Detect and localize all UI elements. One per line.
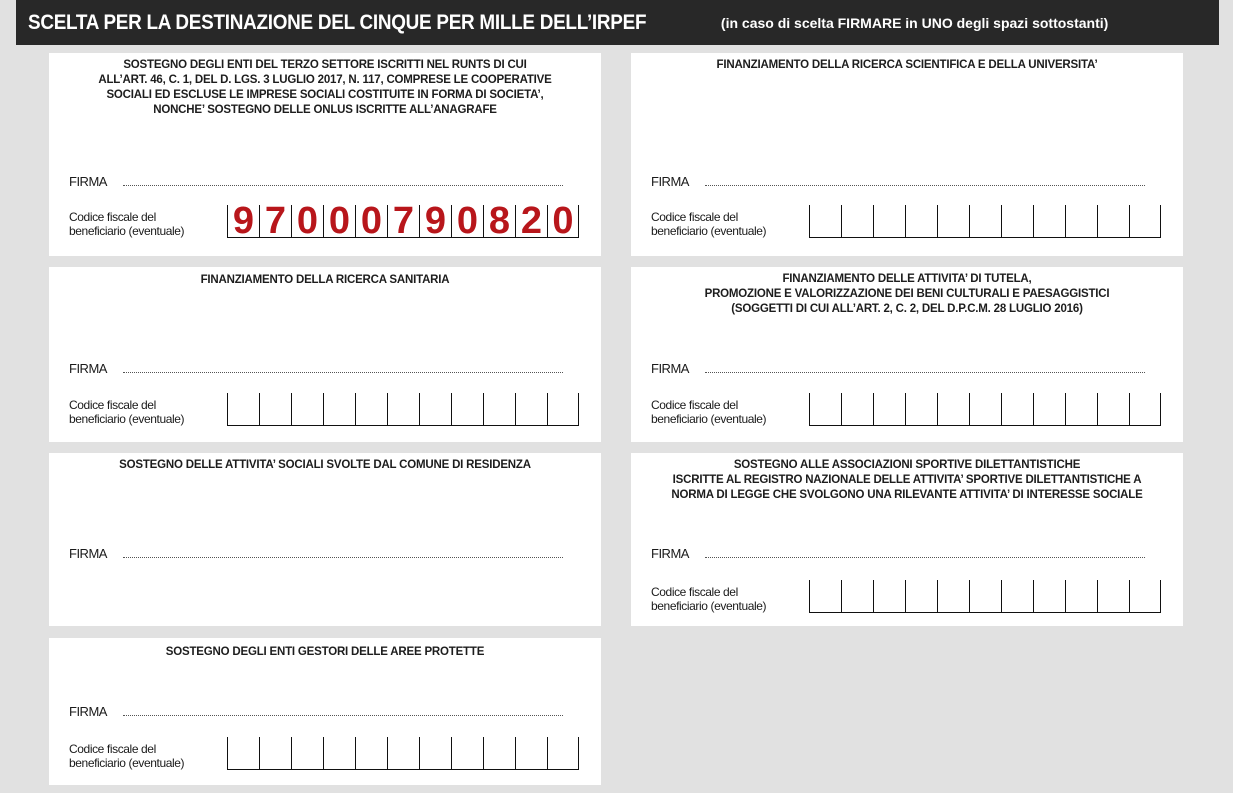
codice-fiscale-cell <box>387 393 419 425</box>
codice-fiscale-digit: 0 <box>552 200 574 242</box>
codice-fiscale-cell <box>227 737 259 769</box>
signature-field[interactable] <box>705 371 1145 373</box>
codice-fiscale-cell <box>387 200 419 242</box>
box-title: SOSTEGNO DEGLI ENTI DEL TERZO SETTORE ISCRITTI NEL RUNTS DI CUI ALL’ART. 46, C. 1, DEL D. LGS. 3 LUGLIO 2017, N. 117, COMPRESE LE COOPERATIVE SOCIALI ED ESCLUSE LE IMPRESE SOCIALI COSTITUITE IN FORMA DI SOCIETA’, NONCHE’ SOSTEGNO DELLE ONLUS ISCRITTE ALL’ANAGRAFE <box>98 59 552 116</box>
codice-fiscale-cell <box>483 200 515 242</box>
codice-fiscale-cell <box>451 737 483 769</box>
codice-fiscale-cell <box>451 393 483 425</box>
codice-fiscale-digit: 9 <box>232 200 255 242</box>
codice-fiscale-cell <box>323 393 355 425</box>
codice-fiscale-cell <box>969 393 1001 425</box>
codice-fiscale-label: Codice fiscale del beneficiario (eventuale) <box>651 398 767 426</box>
codice-fiscale-cell <box>483 393 515 425</box>
codice-fiscale-digit: 9 <box>424 200 447 242</box>
firma-label: FIRMA <box>69 704 107 719</box>
codice-fiscale-cell <box>547 737 579 769</box>
box-title: SOSTEGNO DEGLI ENTI GESTORI DELLE AREE PROTETTE <box>165 646 485 658</box>
codice-fiscale-cell <box>873 205 905 237</box>
codice-fiscale-digit: 0 <box>456 200 479 242</box>
codice-fiscale-cell <box>515 393 547 425</box>
codice-fiscale-cell <box>259 393 291 425</box>
codice-fiscale-cell <box>291 200 323 242</box>
codice-fiscale-label: Codice fiscale del beneficiario (eventuale) <box>69 398 185 426</box>
codice-fiscale-digit: 0 <box>328 200 351 242</box>
codice-fiscale-cell <box>419 393 451 425</box>
codice-fiscale-cell <box>1033 393 1065 425</box>
codice-fiscale-label: Codice fiscale del beneficiario (eventuale) <box>69 742 185 770</box>
codice-fiscale-cell <box>841 205 873 237</box>
codice-fiscale-digit: 0 <box>296 200 319 242</box>
codice-fiscale-cell <box>873 393 905 425</box>
codice-fiscale-cell <box>937 580 969 612</box>
box-beni-culturali <box>631 267 1183 442</box>
codice-fiscale-input[interactable] <box>809 393 1161 426</box>
codice-fiscale-cell <box>1001 205 1033 237</box>
codice-fiscale-cell <box>1033 580 1065 612</box>
codice-fiscale-cell <box>1129 393 1161 425</box>
codice-fiscale-input[interactable] <box>227 737 579 770</box>
codice-fiscale-row <box>651 580 1161 613</box>
codice-fiscale-cell <box>905 580 937 612</box>
codice-fiscale-digit: 0 <box>360 200 383 242</box>
codice-fiscale-cell <box>515 200 547 242</box>
codice-fiscale-digit: 2 <box>520 200 543 242</box>
codice-fiscale-cell <box>1097 580 1129 612</box>
codice-fiscale-label: Codice fiscale del beneficiario (eventuale) <box>69 210 185 238</box>
signature-field[interactable] <box>123 184 563 186</box>
codice-fiscale-input[interactable] <box>809 205 1161 238</box>
firma-row <box>651 546 1145 561</box>
codice-fiscale-cell <box>809 393 841 425</box>
box-title: FINANZIAMENTO DELLA RICERCA SANITARIA <box>200 274 450 286</box>
codice-fiscale-cell <box>937 205 969 237</box>
codice-fiscale-cell <box>1129 205 1161 237</box>
codice-fiscale-digit: 7 <box>392 200 415 242</box>
codice-fiscale-cell <box>355 737 387 769</box>
signature-field[interactable] <box>123 714 563 716</box>
firma-label: FIRMA <box>651 546 689 561</box>
codice-fiscale-cell <box>227 200 259 242</box>
box-aree-protette <box>49 638 601 785</box>
box-title: FINANZIAMENTO DELLE ATTIVITA’ DI TUTELA, PROMOZIONE E VALORIZZAZIONE DEI BENI CULTURALI E PAESAGGISTICI (SOGGETTI DI CUI ALL’ART. 2, C. 2, DEL D.P.C.M. 28 LUGLIO 2016) <box>704 273 1110 315</box>
codice-fiscale-cell <box>419 737 451 769</box>
firma-label: FIRMA <box>69 546 107 561</box>
codice-fiscale-cell <box>969 580 1001 612</box>
codice-fiscale-cell <box>259 200 291 242</box>
codice-fiscale-cell <box>323 200 355 242</box>
codice-fiscale-cell <box>905 393 937 425</box>
signature-field[interactable] <box>123 371 563 373</box>
codice-fiscale-cell <box>323 737 355 769</box>
codice-fiscale-cell <box>1001 580 1033 612</box>
codice-fiscale-cell <box>547 200 579 242</box>
firma-label: FIRMA <box>651 174 689 189</box>
codice-fiscale-input[interactable] <box>227 393 579 426</box>
codice-fiscale-cell <box>227 393 259 425</box>
codice-fiscale-cell <box>841 580 873 612</box>
box-associazioni-sportive <box>631 453 1183 626</box>
box-ricerca-scientifica <box>631 53 1183 256</box>
codice-fiscale-cell <box>451 200 483 242</box>
codice-fiscale-cell <box>809 580 841 612</box>
firma-row <box>651 174 1145 189</box>
box-comune-residenza <box>49 453 601 626</box>
codice-fiscale-cell <box>355 393 387 425</box>
signature-field[interactable] <box>705 556 1145 558</box>
codice-fiscale-cell <box>809 205 841 237</box>
box-title: SOSTEGNO ALLE ASSOCIAZIONI SPORTIVE DILETTANTISTICHE ISCRITTE AL REGISTRO NAZIONALE DELLE ATTIVITA’ SPORTIVE DILETTANTISTICHE A NORMA DI LEGGE CHE SVOLGONO UNA RILEVANTE ATTIVITA’ DI INTERESSE SOCIALE <box>671 459 1143 501</box>
codice-fiscale-row <box>651 205 1161 238</box>
codice-fiscale-cell <box>483 737 515 769</box>
codice-fiscale-cell <box>259 737 291 769</box>
codice-fiscale-row <box>69 393 579 426</box>
codice-fiscale-cell <box>841 393 873 425</box>
codice-fiscale-cell <box>1097 393 1129 425</box>
codice-fiscale-cell <box>1129 580 1161 612</box>
signature-field[interactable] <box>123 556 563 558</box>
signature-field[interactable] <box>705 184 1145 186</box>
firma-row <box>651 361 1145 376</box>
firma-label: FIRMA <box>69 174 107 189</box>
codice-fiscale-row <box>69 737 579 770</box>
codice-fiscale-cell <box>419 200 451 242</box>
codice-fiscale-cell <box>1065 580 1097 612</box>
codice-fiscale-cell <box>1001 393 1033 425</box>
firma-row <box>69 361 563 376</box>
codice-fiscale-input[interactable] <box>809 580 1161 613</box>
codice-fiscale-cell <box>291 737 323 769</box>
form-header <box>16 0 1219 45</box>
box-title: FINANZIAMENTO DELLA RICERCA SCIENTIFICA E DELLA UNIVERSITA’ <box>716 59 1098 71</box>
codice-fiscale-cell <box>1065 393 1097 425</box>
firma-row <box>69 704 563 719</box>
form-title: SCELTA PER LA DESTINAZIONE DEL CINQUE PER MILLE DELL’IRPEF <box>28 10 647 34</box>
codice-fiscale-label: Codice fiscale del beneficiario (eventuale) <box>651 210 767 238</box>
box-ricerca-sanitaria <box>49 267 601 442</box>
codice-fiscale-digit: 8 <box>488 200 511 242</box>
codice-fiscale-digit: 7 <box>264 200 287 242</box>
firma-label: FIRMA <box>651 361 689 376</box>
codice-fiscale-cell <box>291 393 323 425</box>
codice-fiscale-cell <box>1033 205 1065 237</box>
box-title: SOSTEGNO DELLE ATTIVITA’ SOCIALI SVOLTE DAL COMUNE DI RESIDENZA <box>119 459 531 471</box>
firma-row <box>69 174 563 189</box>
codice-fiscale-cell <box>515 737 547 769</box>
codice-fiscale-cell <box>969 205 1001 237</box>
codice-fiscale-cell <box>937 393 969 425</box>
codice-fiscale-cell <box>1065 205 1097 237</box>
codice-fiscale-cell <box>355 200 387 242</box>
box-terzo-settore <box>49 53 601 256</box>
codice-fiscale-cell <box>873 580 905 612</box>
firma-label: FIRMA <box>69 361 107 376</box>
codice-fiscale-cell <box>1097 205 1129 237</box>
codice-fiscale-cell <box>387 737 419 769</box>
codice-fiscale-row <box>69 200 579 242</box>
codice-fiscale-input[interactable] <box>227 200 579 242</box>
form-instruction: (in caso di scelta FIRMARE in UNO degli spazi sottostanti) <box>720 14 1109 31</box>
codice-fiscale-row <box>651 393 1161 426</box>
codice-fiscale-label: Codice fiscale del beneficiario (eventuale) <box>651 585 767 613</box>
codice-fiscale-cell <box>547 393 579 425</box>
firma-row <box>69 546 563 561</box>
codice-fiscale-cell <box>905 205 937 237</box>
